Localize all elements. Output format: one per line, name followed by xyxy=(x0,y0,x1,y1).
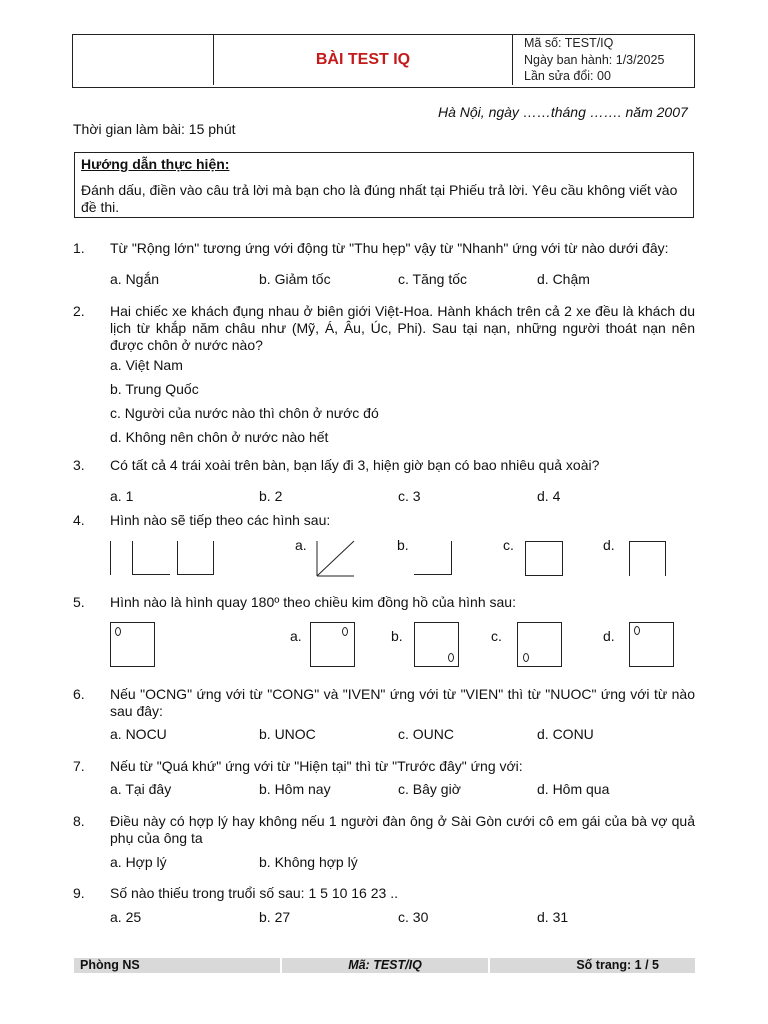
seq-figure-2-bottom xyxy=(132,574,170,575)
title-cell xyxy=(214,35,513,85)
question-number: 7. xyxy=(73,758,85,774)
option-c[interactable]: c. Bây giờ xyxy=(398,781,461,797)
document-header xyxy=(72,34,695,88)
circle-marker xyxy=(523,653,529,662)
option-c[interactable]: c. Tăng tốc xyxy=(398,271,468,287)
option-a[interactable]: a. Việt Nam xyxy=(110,357,183,373)
question-text: Số nào thiếu trong truổi số sau: 1 5 10 16 23 .. xyxy=(110,885,398,901)
document-meta xyxy=(524,35,694,85)
question-text: Từ "Rộng lớn" tương ứng với động từ "Thu hẹp" vậy từ "Nhanh" ứng với từ nào dưới đây: xyxy=(110,240,669,256)
rotation-source-figure xyxy=(110,622,155,667)
option-d[interactable]: d. 4 xyxy=(537,488,561,504)
circle-marker xyxy=(634,626,640,635)
option-a[interactable]: a. Tại đây xyxy=(110,781,172,797)
option-a[interactable]: a. xyxy=(295,537,307,553)
option-b[interactable]: b. xyxy=(391,628,403,644)
option-d[interactable]: d. Hôm qua xyxy=(537,781,610,797)
option-d[interactable]: d. xyxy=(603,537,615,553)
question-number: 9. xyxy=(73,885,85,901)
option-b-figure-bottom xyxy=(414,574,452,575)
question-text: Có tất cả 4 trái xoài trên bàn, bạn lấy đi 3, hiện giờ bạn có bao nhiêu quả xoài? xyxy=(110,457,600,473)
seq-figure-1 xyxy=(110,541,111,575)
option-a[interactable]: a. Hợp lý xyxy=(110,854,167,870)
option-d-figure[interactable] xyxy=(629,622,674,667)
seq-figure-3-bottom xyxy=(177,574,214,575)
seq-figure-2-left xyxy=(132,541,133,575)
option-a-figure[interactable] xyxy=(310,622,355,667)
question-number: 2. xyxy=(73,303,85,319)
option-d[interactable]: d. 31 xyxy=(537,909,569,925)
option-a[interactable]: a. xyxy=(290,628,302,644)
option-c[interactable]: c. 30 xyxy=(398,909,429,925)
option-b[interactable]: b. UNOC xyxy=(259,726,316,742)
option-a[interactable]: a. NOCU xyxy=(110,726,167,742)
option-c[interactable]: c. OUNC xyxy=(398,726,454,742)
option-a[interactable]: a. Ngắn xyxy=(110,271,160,287)
option-b[interactable]: b. 2 xyxy=(259,488,283,504)
question-number: 8. xyxy=(73,813,85,829)
instructions-body: Đánh dấu, điền vào câu trả lời mà bạn cho là đúng nhất tại Phiếu trả lời. Yêu cầu không viết vào đề thi. xyxy=(81,182,678,215)
question-number: 1. xyxy=(73,240,85,256)
logo-placeholder xyxy=(73,35,214,85)
option-c-figure[interactable] xyxy=(517,622,562,667)
question-text: Hai chiếc xe khách đụng nhau ở biên giới Việt-Hoa. Hành khách trên cả 2 xe đều là khách du lịch từ khắp năm châu như (Mỹ, Á, Âu, Úc, Phi). Sau tại nạn, những người thoát nạn nên được chôn ở nước nào? xyxy=(110,303,695,353)
document-code: Mã số: TEST/IQ xyxy=(524,36,614,50)
option-c[interactable]: c. xyxy=(503,537,514,553)
circle-marker xyxy=(115,627,121,636)
question-number: 6. xyxy=(73,686,85,702)
seq-figure-3-right xyxy=(213,541,214,575)
option-a-figure[interactable] xyxy=(316,540,356,577)
instructions-heading: Hướng dẫn thực hiện: xyxy=(81,156,230,172)
circle-marker xyxy=(448,653,454,662)
option-c[interactable]: c. 3 xyxy=(398,488,421,504)
footer-page-number: Số trang: 1 / 5 xyxy=(490,958,695,973)
document-title: BÀI TEST IQ xyxy=(315,51,411,68)
question-text: Điều này có hợp lý hay không nếu 1 người đàn ông ở Sài Gòn cưới cô em gái của bà vợ quả phụ của ông ta xyxy=(110,813,695,846)
option-a[interactable]: a. 25 xyxy=(110,909,142,925)
question-number: 3. xyxy=(73,457,85,473)
option-b-figure[interactable] xyxy=(414,622,459,667)
seq-figure-3-left xyxy=(177,541,178,575)
instructions-box xyxy=(74,152,694,218)
option-c[interactable]: c. xyxy=(491,628,502,644)
option-b[interactable]: b. 27 xyxy=(259,909,291,925)
option-d[interactable]: d. xyxy=(603,628,615,644)
footer-department: Phòng NS xyxy=(74,958,280,973)
option-b-figure-right xyxy=(451,541,452,575)
option-d[interactable]: d. Chậm xyxy=(537,271,590,287)
place-date: Hà Nội, ngày ……tháng ……. năm 2007 xyxy=(438,104,688,120)
circle-marker xyxy=(342,627,348,636)
footer-code: Mã: TEST/IQ xyxy=(282,958,488,973)
issue-date: Ngày ban hành: 1/3/2025 xyxy=(524,52,665,67)
option-d[interactable]: d. Không nên chôn ở nước nào hết xyxy=(110,429,329,445)
option-d-figure[interactable] xyxy=(629,541,666,576)
question-text: Nếu từ "Quá khứ" ứng với từ "Hiện tại" thì từ "Trước đây" ứng với: xyxy=(110,758,523,774)
question-number: 4. xyxy=(73,512,85,528)
option-b[interactable]: b. Hôm nay xyxy=(259,781,331,797)
question-text: Nếu "OCNG" ứng với từ "CONG" và "IVEN" ứng với từ "VIEN" thì từ "NUOC" ứng với từ nào sau đây: xyxy=(110,686,695,719)
test-duration: Thời gian làm bài: 15 phút xyxy=(73,121,236,137)
revision-number: Lần sửa đổi: 00 xyxy=(524,69,611,83)
page-footer xyxy=(74,958,695,973)
option-b[interactable]: b. Không hợp lý xyxy=(259,854,358,870)
option-c[interactable]: c. Người của nước nào thì chôn ở nước đó xyxy=(110,405,379,421)
question-text: Hình nào sẽ tiếp theo các hình sau: xyxy=(110,512,331,528)
option-b[interactable]: b. xyxy=(397,537,409,553)
option-d[interactable]: d. CONU xyxy=(537,726,594,742)
option-a[interactable]: a. 1 xyxy=(110,488,134,504)
option-c-figure[interactable] xyxy=(525,541,563,576)
option-b[interactable]: b. Trung Quốc xyxy=(110,381,199,397)
question-number: 5. xyxy=(73,594,85,610)
question-text: Hình nào là hình quay 180º theo chiều kim đồng hồ của hình sau: xyxy=(110,594,516,610)
option-b[interactable]: b. Giảm tốc xyxy=(259,271,331,287)
